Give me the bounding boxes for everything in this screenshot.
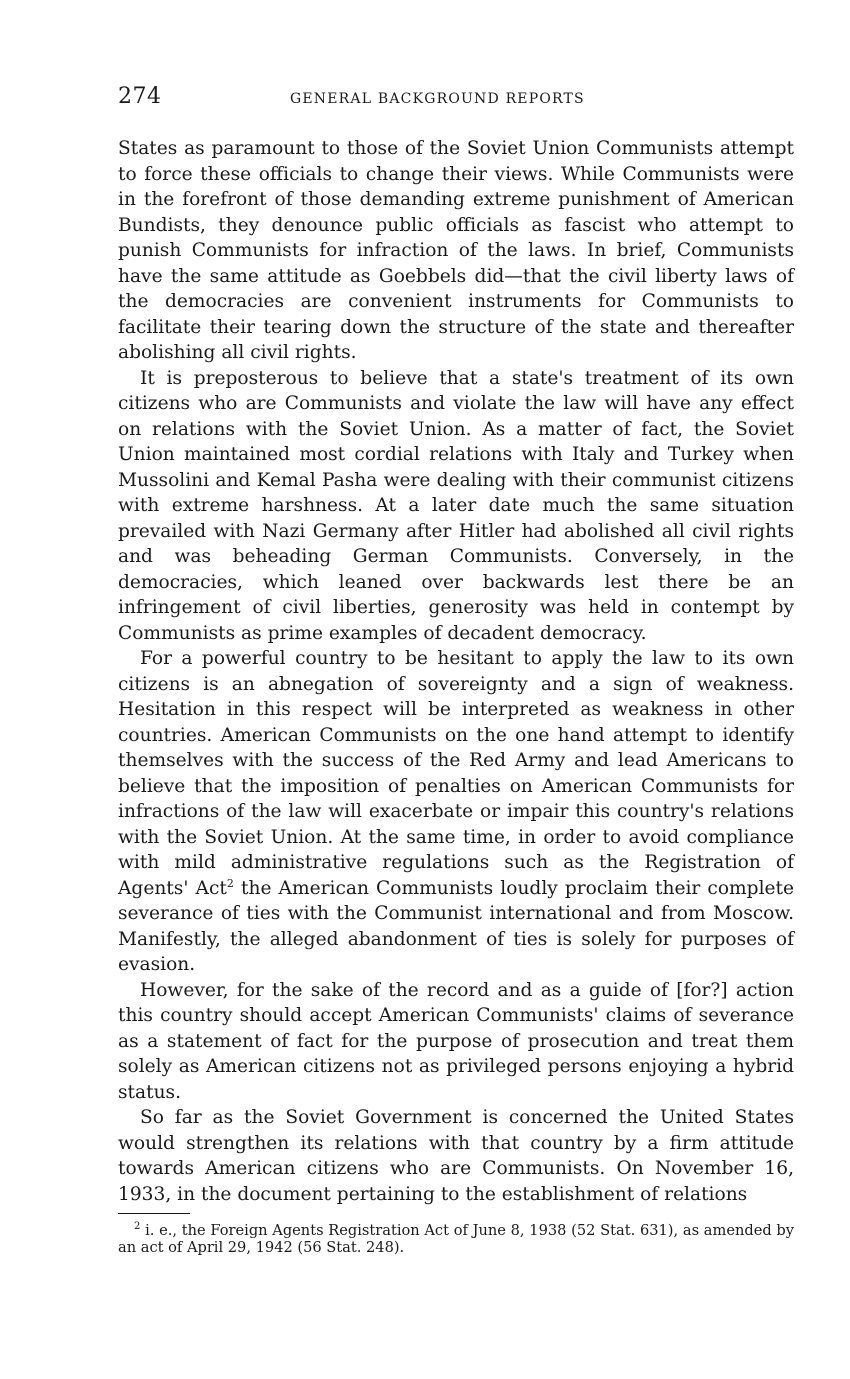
footnote-text: i. e., the Foreign Agents Registration Act of June 8, 1938 (52 Stat. 631), as amended by an act of April 29, 1942 (56 Stat. 248). <box>118 1222 794 1256</box>
page-header <box>118 84 794 114</box>
document-page <box>118 84 794 1256</box>
paragraph-3 <box>118 646 794 978</box>
page-number: 274 <box>118 84 162 109</box>
running-head: GENERAL BACKGROUND REPORTS <box>290 91 585 107</box>
paragraph-2: It is preposterous to believe that a state's treatment of its own citizens who are Communists and violate the law will have any effect on relations with the Soviet Union. As a matter of fact, the Soviet Union maintained most cordial relations with Italy and Turkey when Mussolini and Kemal Pasha were dealing with their communist citizens with extreme harshness. At a later date much the same situation prevailed with Nazi Germany after Hitler had abolished all civil rights and was beheading German Communists. Conversely, in the democracies, which leaned over backwards lest there be an infringement of civil liberties, generosity was held in contempt by Communists as prime examples of decadent democracy. <box>118 367 794 644</box>
footnote-divider <box>118 1213 190 1214</box>
footnote-reference[interactable]: 2 <box>226 876 234 890</box>
paragraph-3-text-before: For a powerful country to be hesitant to apply the law to its own citizens is an abnegation of sovereignty and a sign of weakness. Hesitation in this respect will be interpreted as weakness in other countries. American Communists on the one hand attempt to identify themselves with the success of the Red Army and lead Americans to believe that the imposition of penalties on American Communists for infractions of the law will exacerbate or impair this country's relations with the Soviet Union. At the same time, in order to avoid compliance with mild administrative regulations such as the Registration of Agents' Act <box>118 648 794 899</box>
paragraph-5: So far as the Soviet Government is concerned the United States would strengthen its relations with that country by a firm attitude towards American citizens who are Communists. On November 16, 1933, in the document pertaining to the establishment of relations <box>118 1107 794 1205</box>
paragraph-1: States as paramount to those of the Soviet Union Communists attempt to force these officials to change their views. While Communists were in the forefront of those demanding extreme punishment of American Bundists, they denounce public officials as fascist who attempt to punish Communists for infraction of the laws. In brief, Communists have the same attitude as Goebbels did—that the civil liberty laws of the democracies are convenient instruments for Communists to facilitate their tearing down the structure of the state and thereafter abolishing all civil rights. <box>118 138 794 363</box>
paragraph-3-text-after: the American Communists loudly proclaim their complete severance of ties with the Communist international and from Moscow. Manifestly, the alleged abandonment of ties is solely for purposes of evasion. <box>118 877 794 975</box>
paragraph-4: However, for the sake of the record and as a guide of [for?] action this country should accept American Communists' claims of severance as a statement of fact for the purpose of prosecution and treat them solely as American citizens not as privileged persons enjoying a hybrid status. <box>118 979 794 1103</box>
footnote <box>118 1222 794 1256</box>
body-text <box>118 136 794 1207</box>
footnote-number: 2 <box>134 1221 141 1233</box>
